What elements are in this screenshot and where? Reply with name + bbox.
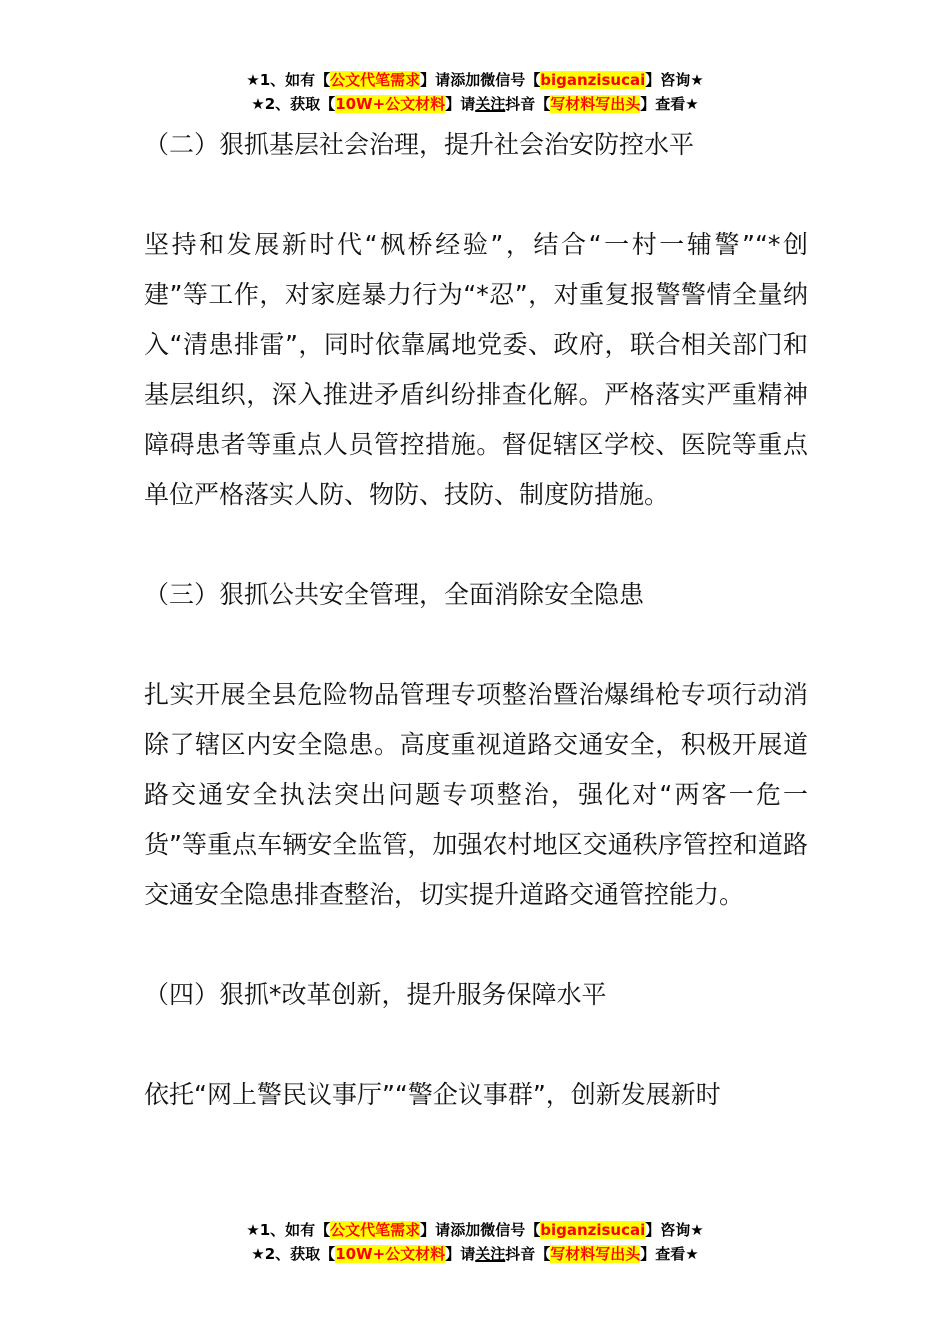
footer-banner xyxy=(0,1218,950,1266)
section-heading: （二）狠抓基层社会治理，提升社会治安防控水平 xyxy=(144,130,695,159)
highlight-douyin-account: 写材料写出头 xyxy=(550,95,641,113)
banner-line-1: ★1、如有【公文代笔需求】请添加微信号【biganzisucai】咨询★ xyxy=(246,71,704,89)
highlight-materials: 10W+公文材料 xyxy=(335,1245,446,1263)
section-heading: （四）狠抓*改革创新，提升服务保障水平 xyxy=(144,980,607,1009)
highlight-service: 公文代笔需求 xyxy=(330,1221,421,1239)
header-banner xyxy=(0,68,950,116)
banner-line-2: ★2、获取【10W+公文材料】请关注抖音【写材料写出头】查看★ xyxy=(251,1245,699,1263)
section-paragraph: 依托“网上警民议事厅”“警企议事群”，创新发展新时 xyxy=(144,1080,721,1109)
section-heading: （三）狠抓公共安全管理，全面消除安全隐患 xyxy=(144,580,645,609)
highlight-douyin-account: 写材料写出头 xyxy=(550,1245,641,1263)
highlight-wechat-id: biganzisucai xyxy=(540,71,646,89)
banner-line-1: ★1、如有【公文代笔需求】请添加微信号【biganzisucai】咨询★ xyxy=(246,1221,704,1239)
section-paragraph: 坚持和发展新时代“枫桥经验”，结合“一村一辅警”“*创建”等工作，对家庭暴力行为“*忍”，对重复报警警情全量纳入“清患排雷”，同时依靠属地党委、政府，联合相关部门和基层组织，深入推进矛盾纠纷排查化解。严格落实严重精神障碍患者等重点人员管控措施。督促辖区学校、医院等重点单位严格落实人防、物防、技防、制度防措施。 xyxy=(144,230,808,509)
highlight-wechat-id: biganzisucai xyxy=(540,1221,646,1239)
banner-line-2: ★2、获取【10W+公文材料】请关注抖音【写材料写出头】查看★ xyxy=(251,95,699,113)
section-paragraph: 扎实开展全县危险物品管理专项整治暨治爆缉枪专项行动消除了辖区内安全隐患。高度重视道路交通安全，积极开展道路交通安全执法突出问题专项整治，强化对“两客一危一货”等重点车辆安全监管，加强农村地区交通秩序管控和道路交通安全隐患排查整治，切实提升道路交通管控能力。 xyxy=(144,680,808,909)
highlight-service: 公文代笔需求 xyxy=(330,71,421,89)
document-body xyxy=(144,120,808,1120)
highlight-materials: 10W+公文材料 xyxy=(335,95,446,113)
